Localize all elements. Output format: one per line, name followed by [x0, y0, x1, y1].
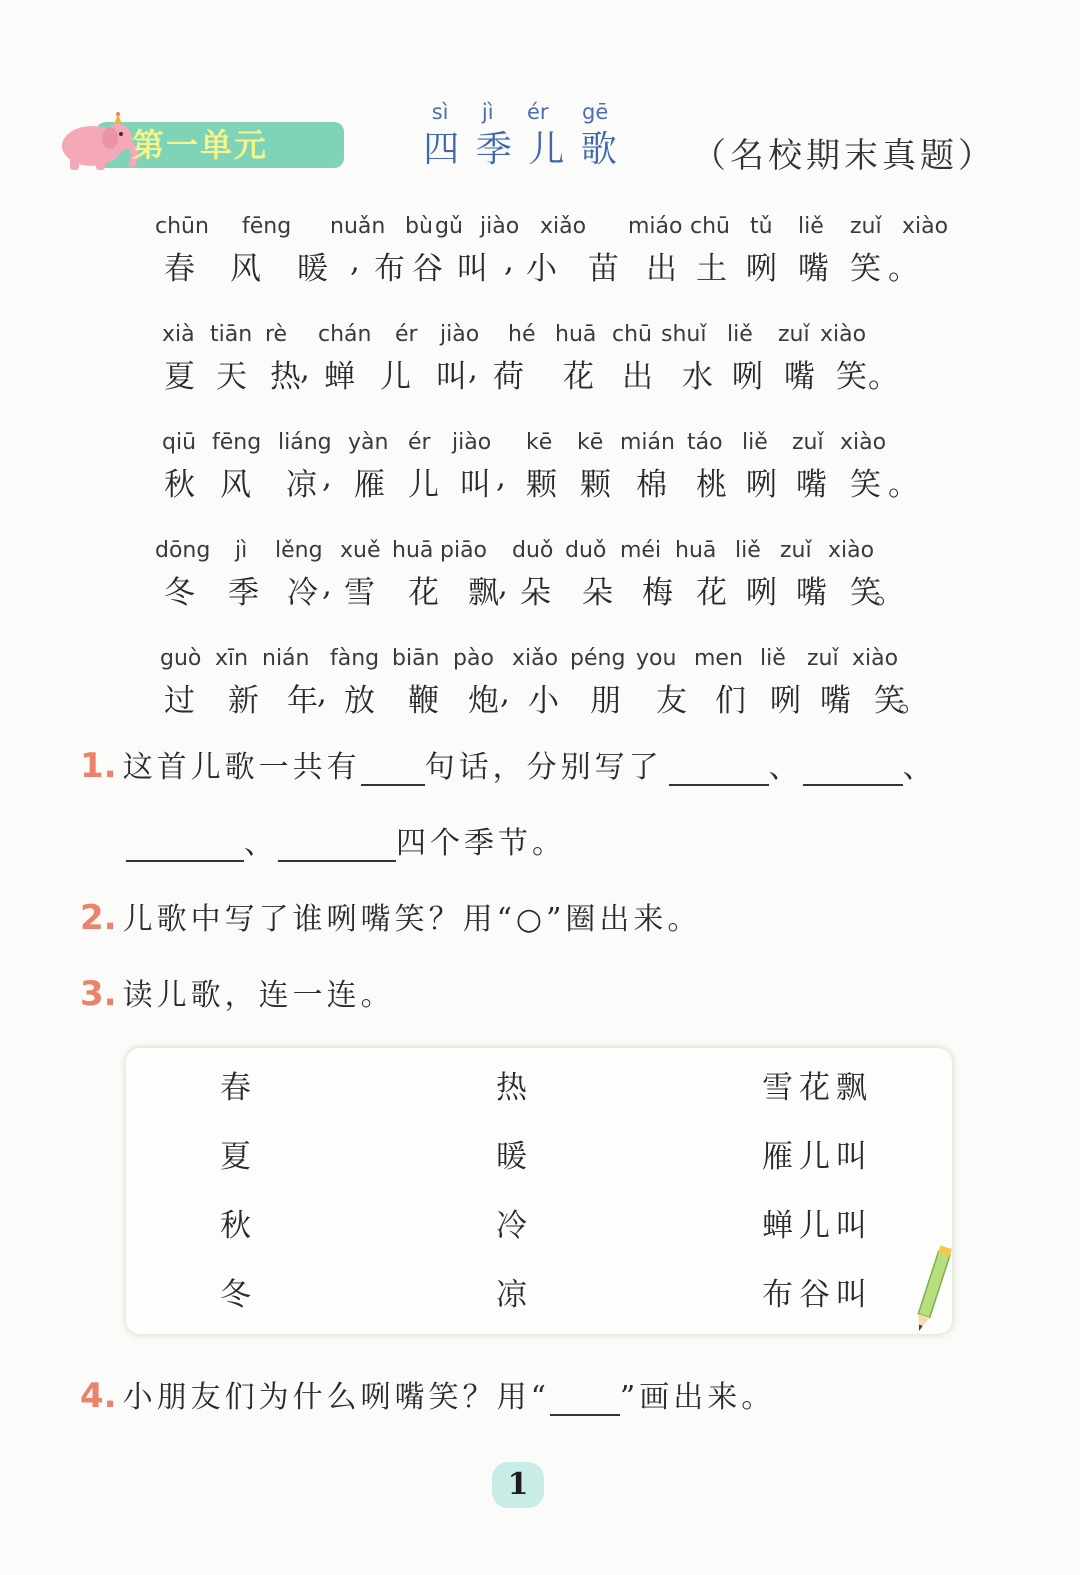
- hanzi-char: ,: [317, 675, 327, 711]
- pinyin-row: [150, 421, 930, 455]
- hanzi-char: 叫: [457, 251, 488, 287]
- title-char: 歌: [580, 129, 617, 170]
- pinyin-syllable: you: [636, 646, 677, 671]
- hanzi-char: 笑: [836, 359, 867, 395]
- hanzi-char: 。: [888, 251, 919, 287]
- pinyin-syllable: jiào: [440, 322, 480, 347]
- season-column: [220, 1068, 257, 1344]
- elephant-icon: [52, 112, 138, 174]
- pinyin-syllable: yàn: [348, 430, 389, 455]
- hanzi-char: 棉: [636, 467, 667, 503]
- question-2: [80, 894, 701, 938]
- hanzi-char: 嘴: [796, 575, 827, 611]
- question-text: 儿歌中写了谁咧嘴笑？用“○”圈出来。: [122, 902, 702, 937]
- sound-item[interactable]: 蝉儿叫: [762, 1208, 873, 1244]
- pinyin-syllable: xiào: [820, 322, 867, 347]
- hanzi-char: 咧: [746, 575, 777, 611]
- pinyin-syllable: liě: [798, 214, 824, 239]
- pinyin-syllable: miáo: [628, 214, 683, 239]
- hanzi-char: 花: [408, 575, 439, 611]
- hanzi-char: 雁: [354, 467, 385, 503]
- pinyin-syllable: tǔ: [750, 214, 773, 239]
- pinyin-syllable: zuǐ: [792, 430, 824, 455]
- hanzi-char: 天: [216, 359, 247, 395]
- hanzi-char: 出: [622, 359, 653, 395]
- pinyin-syllable: duǒ: [565, 538, 607, 563]
- pinyin-syllable: shuǐ: [661, 322, 707, 347]
- hanzi-row: [150, 671, 930, 717]
- pinyin-syllable: xiào: [840, 430, 887, 455]
- question-4: [80, 1372, 775, 1416]
- hanzi-char: 苗: [588, 251, 619, 287]
- pinyin-syllable: hé: [508, 322, 536, 347]
- hanzi-char: 出: [646, 251, 677, 287]
- pinyin-syllable: duǒ: [512, 538, 554, 563]
- separator: 、: [768, 750, 803, 785]
- hanzi-row: [150, 239, 930, 285]
- hanzi-row: [150, 347, 930, 393]
- hanzi-char: 过: [164, 683, 195, 719]
- separator: 、: [902, 750, 937, 785]
- hanzi-row: [150, 563, 930, 609]
- hanzi-char: 风: [220, 467, 251, 503]
- hanzi-char: 凉: [286, 467, 317, 503]
- poem-line: [150, 313, 930, 421]
- hanzi-char: ,: [468, 351, 478, 387]
- title-pinyin: gē: [581, 100, 609, 124]
- hanzi-row: [150, 455, 930, 501]
- pinyin-syllable: piāo: [440, 538, 488, 563]
- pinyin-syllable: chūn: [155, 214, 209, 239]
- pinyin-syllable: biān: [392, 646, 440, 671]
- pinyin-syllable: péng: [570, 646, 626, 671]
- unit-label: 第一单元: [132, 126, 269, 164]
- pinyin-syllable: huā: [392, 538, 434, 563]
- pinyin-syllable: liě: [727, 322, 753, 347]
- pinyin-syllable: fàng: [330, 646, 380, 671]
- hanzi-char: 热: [270, 359, 301, 395]
- pinyin-syllable: ér: [408, 430, 431, 455]
- pinyin-syllable: nuǎn: [330, 214, 386, 239]
- pinyin-syllable: jiào: [452, 430, 492, 455]
- hanzi-char: 嘴: [820, 683, 851, 719]
- title-char: 季: [475, 129, 512, 170]
- pinyin-row: [150, 313, 930, 347]
- question-number: 4.: [80, 1376, 117, 1416]
- hanzi-char: 小: [528, 683, 559, 719]
- pencil-icon: [910, 1245, 954, 1337]
- poem-line: [150, 637, 930, 745]
- pinyin-syllable: xiào: [828, 538, 875, 563]
- hanzi-char: 朋: [590, 683, 621, 719]
- sound-item[interactable]: 雪花飘: [762, 1070, 873, 1106]
- answer-blank[interactable]: [126, 820, 244, 862]
- hanzi-char: 笑: [874, 683, 905, 719]
- hanzi-char: 嘴: [796, 467, 827, 503]
- pinyin-syllable: men: [694, 646, 743, 671]
- hanzi-char: 儿: [408, 467, 439, 503]
- hanzi-char: 花: [696, 575, 727, 611]
- question-1-continued: [126, 818, 566, 862]
- pinyin-syllable: huā: [555, 322, 597, 347]
- title-char: 四: [423, 129, 460, 170]
- pinyin-syllable: tiān: [210, 322, 253, 347]
- poem-line: [150, 421, 930, 529]
- hanzi-char: 颗: [580, 467, 611, 503]
- hanzi-char: 水: [682, 359, 713, 395]
- question-number: 1.: [80, 746, 117, 786]
- hanzi-char: 花: [563, 359, 594, 395]
- hanzi-char: 笑: [850, 467, 881, 503]
- question-text: ”画出来。: [619, 1380, 776, 1415]
- hanzi-char: 桃: [696, 467, 727, 503]
- sound-column: [762, 1068, 873, 1344]
- pinyin-syllable: bù: [405, 214, 433, 239]
- hanzi-char: 嘴: [798, 251, 829, 287]
- hanzi-char: 笑: [850, 575, 881, 611]
- weather-item[interactable]: 冷: [496, 1208, 533, 1244]
- exam-source-tag: （名校期末真题）: [692, 136, 996, 176]
- question-number: 2.: [80, 898, 117, 938]
- pinyin-syllable: xiào: [902, 214, 949, 239]
- hanzi-char: 朵: [520, 575, 551, 611]
- lesson-title: [415, 100, 625, 172]
- pinyin-syllable: zuǐ: [778, 322, 810, 347]
- answer-blank[interactable]: [669, 748, 769, 786]
- hanzi-char: ,: [500, 675, 510, 711]
- hanzi-char: 雪: [344, 575, 375, 611]
- page-number: 1: [492, 1462, 544, 1508]
- poem-body: [150, 205, 949, 745]
- question-3: [80, 970, 395, 1014]
- pinyin-syllable: kē: [526, 430, 553, 455]
- hanzi-char: 冬: [164, 575, 195, 611]
- hanzi-char: ,: [322, 459, 332, 495]
- question-number: 3.: [80, 974, 117, 1014]
- question-1: [80, 742, 937, 786]
- pinyin-syllable: fēng: [212, 430, 262, 455]
- pinyin-row: [150, 205, 949, 239]
- season-item[interactable]: 冬: [220, 1277, 257, 1313]
- sound-item[interactable]: 布谷叫: [762, 1277, 873, 1313]
- hanzi-char: 新: [228, 683, 259, 719]
- hanzi-char: 风: [230, 251, 261, 287]
- hanzi-char: 土: [696, 251, 727, 287]
- title-pinyin: jì: [481, 100, 494, 124]
- hanzi-char: 季: [228, 575, 259, 611]
- hanzi-char: 朵: [582, 575, 613, 611]
- hanzi-char: 小: [526, 251, 557, 287]
- answer-blank[interactable]: [278, 820, 396, 862]
- hanzi-char: 儿: [380, 359, 411, 395]
- weather-item[interactable]: 暖: [496, 1139, 533, 1175]
- pinyin-syllable: liě: [742, 430, 768, 455]
- hanzi-char: 鞭: [408, 683, 439, 719]
- pinyin-syllable: qiū: [162, 430, 197, 455]
- matching-box: [126, 1048, 952, 1334]
- weather-item[interactable]: 热: [496, 1070, 533, 1106]
- hanzi-char: 放: [344, 683, 375, 719]
- hanzi-char: ,: [498, 567, 508, 603]
- hanzi-char: 谷: [412, 251, 443, 287]
- question-text: 四个季节。: [396, 826, 566, 861]
- season-item[interactable]: 春: [220, 1070, 257, 1106]
- hanzi-char: 。: [898, 683, 929, 719]
- pinyin-syllable: jiào: [480, 214, 520, 239]
- pinyin-syllable: gǔ: [435, 214, 463, 239]
- title-pinyin-row: [415, 100, 625, 128]
- pinyin-syllable: chū: [612, 322, 652, 347]
- pinyin-syllable: guò: [160, 646, 202, 671]
- hanzi-char: 咧: [732, 359, 763, 395]
- pinyin-syllable: xià: [162, 322, 195, 347]
- title-char: 儿: [528, 129, 565, 170]
- pinyin-syllable: jì: [235, 538, 248, 563]
- answer-blank[interactable]: [361, 748, 425, 786]
- pinyin-syllable: nián: [262, 646, 310, 671]
- pinyin-syllable: zuǐ: [850, 214, 882, 239]
- pinyin-syllable: xiǎo: [512, 646, 559, 671]
- pinyin-syllable: xiǎo: [540, 214, 587, 239]
- hanzi-char: 布: [374, 251, 405, 287]
- question-text: 这首儿歌一共有: [122, 750, 361, 785]
- pinyin-syllable: rè: [265, 322, 288, 347]
- season-item[interactable]: 秋: [220, 1208, 257, 1244]
- hanzi-char: ,: [504, 243, 514, 279]
- hanzi-char: 冷: [287, 575, 318, 611]
- hanzi-char: 颗: [526, 467, 557, 503]
- pinyin-syllable: ér: [395, 322, 418, 347]
- weather-item[interactable]: 凉: [496, 1277, 533, 1313]
- pinyin-syllable: liáng: [278, 430, 332, 455]
- hanzi-char: 蝉: [324, 359, 355, 395]
- pinyin-syllable: pào: [453, 646, 494, 671]
- question-text: 小朋友们为什么咧嘴笑？用“: [122, 1380, 550, 1415]
- unit-badge: [52, 112, 297, 174]
- pinyin-syllable: chán: [318, 322, 372, 347]
- hanzi-char: 夏: [164, 359, 195, 395]
- pinyin-syllable: chū: [690, 214, 730, 239]
- pinyin-row: [150, 637, 930, 671]
- hanzi-char: ,: [300, 351, 310, 387]
- hanzi-char: 咧: [770, 683, 801, 719]
- pinyin-syllable: huā: [675, 538, 717, 563]
- hanzi-char: ,: [350, 243, 360, 279]
- title-pinyin: sì: [431, 100, 449, 124]
- hanzi-char: 。: [868, 359, 899, 395]
- hanzi-char: 荷: [493, 359, 524, 395]
- pinyin-syllable: zuǐ: [780, 538, 812, 563]
- hanzi-char: 友: [656, 683, 687, 719]
- title-pinyin: ér: [527, 100, 549, 124]
- hanzi-char: 梅: [642, 575, 673, 611]
- hanzi-char: 咧: [746, 251, 777, 287]
- separator: 、: [244, 826, 278, 861]
- hanzi-char: 们: [715, 683, 746, 719]
- hanzi-char: 炮: [468, 683, 499, 719]
- pinyin-syllable: xiào: [852, 646, 899, 671]
- question-text: 读儿歌，连一连。: [122, 978, 395, 1013]
- poem-line: [150, 529, 930, 637]
- pinyin-syllable: liě: [735, 538, 761, 563]
- pinyin-syllable: lěng: [275, 538, 323, 563]
- hanzi-char: 叫: [460, 467, 491, 503]
- hanzi-char: 叫: [436, 359, 467, 395]
- weather-column: [496, 1068, 533, 1344]
- pinyin-syllable: xīn: [215, 646, 249, 671]
- hanzi-char: 笑: [850, 251, 881, 287]
- hanzi-char: 。: [888, 467, 919, 503]
- answer-blank[interactable]: [803, 748, 903, 786]
- hanzi-char: 秋: [164, 467, 195, 503]
- hanzi-char: 春: [164, 251, 195, 287]
- hanzi-char: 嘴: [784, 359, 815, 395]
- pinyin-syllable: fēng: [242, 214, 292, 239]
- poem-line: [150, 205, 949, 313]
- title-hanzi-row: [415, 128, 625, 172]
- pinyin-syllable: méi: [620, 538, 662, 563]
- sound-item[interactable]: 雁儿叫: [762, 1139, 873, 1175]
- pinyin-syllable: liě: [760, 646, 786, 671]
- hanzi-char: ,: [322, 567, 332, 603]
- hanzi-char: 飘: [468, 575, 499, 611]
- pinyin-syllable: táo: [687, 430, 723, 455]
- hanzi-char: ,: [496, 459, 506, 495]
- hanzi-char: 。: [874, 575, 905, 611]
- question-text: 句话，分别写了: [424, 750, 663, 785]
- pinyin-syllable: xuě: [340, 538, 381, 563]
- pinyin-syllable: dōng: [155, 538, 211, 563]
- pinyin-syllable: kē: [577, 430, 604, 455]
- hanzi-char: 暖: [297, 251, 328, 287]
- pinyin-syllable: mián: [620, 430, 675, 455]
- pinyin-row: [150, 529, 930, 563]
- season-item[interactable]: 夏: [220, 1139, 257, 1175]
- hanzi-char: 咧: [746, 467, 777, 503]
- underline-sample: [550, 1374, 620, 1416]
- hanzi-char: 年: [287, 683, 318, 719]
- pinyin-syllable: zuǐ: [807, 646, 839, 671]
